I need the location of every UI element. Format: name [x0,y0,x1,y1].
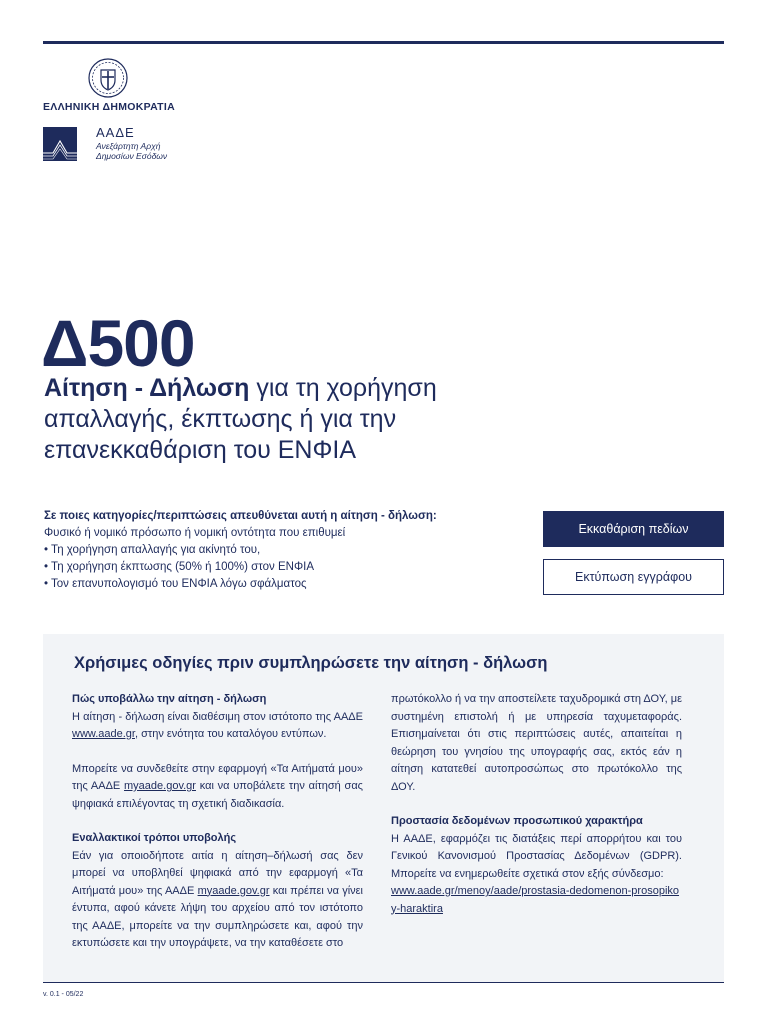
scope-section [44,508,514,593]
scope-item: • Τη χορήγηση απαλλαγής για ακίνητό του, [44,544,261,556]
text-fragment: Η αίτηση - δήλωση είναι διαθέσιμη στον ιστότοπο της ΑΑΔΕ [72,710,363,723]
aade-subtitle-line1: Ανεξάρτητη Αρχή [96,141,161,151]
text-fragment: και να υποβάλετε την αίτησή σας ψηφιακά επιλέγοντας τη σχετική διαδικασία. [72,780,363,810]
greek-coat-of-arms-icon [87,57,129,99]
instructions-panel [43,634,724,982]
data-protection-link[interactable]: www.aade.gr/menoy/aade/prostasia-dedomenon-prosopikoy-haraktira [391,885,680,915]
form-title-bold: Αίτηση - Δήλωση [44,374,250,402]
aade-website-link[interactable]: www.aade.gr [72,728,135,740]
myaade-link[interactable]: myaade.gov.gr [124,780,196,792]
instructions-right-column [391,691,682,918]
aade-name: ΑΑΔΕ [96,125,135,140]
instructions-left-column [72,691,363,953]
how-to-submit-text [72,709,363,744]
how-to-submit-heading: Πώς υποβάλλω την αίτηση - δήλωση [72,693,267,705]
clear-fields-button[interactable]: Εκκαθάριση πεδίων [543,511,724,547]
postal-submit-text: πρωτόκολλο ή να την αποστείλετε ταχυδρομικά στη ΔΟΥ, με συστημένη επιστολή ή με υπηρεσία ταχυμεταφοράς. Επισημαίνεται ότι στις περιπτώσεις αυτές, απαιτείται η θεώρηση του γνησίου της υπογραφής σας, εκτός εάν η αίτηση κατατεθεί αυτοπροσώπως στο πρωτόκολλο της ΔΟΥ. [391,693,682,793]
version-label: v. 0.1 - 05/22 [43,991,84,998]
scope-heading: Σε ποιες κατηγορίες/περιπτώσεις απευθύνεται αυτή η αίτηση - δήλωση: [44,510,437,522]
myaade-link[interactable]: myaade.gov.gr [197,884,270,897]
text-fragment: Εάν για οποιοδήποτε αιτία η αίτηση–δήλωσή σας δεν μπορεί να υποβληθεί ψηφιακά από την εφαρμογή «Τα Αιτήματά μου» της ΑΑΔΕ [72,849,363,897]
aade-subtitle [96,141,167,161]
scope-item: • Τη χορήγηση έκπτωσης (50% ή 100%) στον ΕΝΦΙΑ [44,561,314,573]
data-protection-text: Η ΑΑΔΕ, εφαρμόζει τις διατάξεις περί απορρήτου και του Γενικού Κανονισμού Προστασίας Δεδομένων (GDPR). Μπορείτε να ενημερωθείτε σχετικά στον εξής σύνδεσμο: [391,832,682,880]
form-title [44,373,564,466]
scope-intro: Φυσικό ή νομικό πρόσωπο ή νομική οντότητα που επιθυμεί [44,527,346,539]
form-title-rest: για τη χορήγηση απαλλαγής, έκπτωσης ή για την επανεκκαθάριση του ΕΝΦΙΑ [44,374,437,464]
scope-item: • Τον επανυπολογισμό του ΕΝΦΙΑ λόγω σφάλματος [44,578,307,590]
online-submit-text [72,761,363,814]
top-rule [43,41,724,44]
text-fragment: , στην ενότητα του καταλόγου εντύπων. [134,728,327,740]
text-fragment: Μπορείτε να συνδεθείτε στην εφαρμογή «Τα Αιτήματά μου» της ΑΑΔΕ [72,762,363,792]
data-protection-heading: Προστασία δεδομένων προσωπικού χαρακτήρα [391,815,643,827]
alternative-submit-text [72,848,363,953]
bottom-rule [43,982,724,983]
form-code: Δ500 [41,306,195,380]
instructions-title: Χρήσιμες οδηγίες πριν συμπληρώσετε την αίτηση - δήλωση [74,654,548,672]
republic-label: ΕΛΛΗΝΙΚΗ ΔΗΜΟΚΡΑΤΙΑ [43,101,175,113]
aade-logo-icon [43,127,77,161]
aade-subtitle-line2: Δημοσίων Εσόδων [96,151,168,161]
text-fragment: και πρέπει να γίνει έντυπα, αφού κάνετε λήψη του αρχείου από τον ιστότοπο της ΑΑΔΕ, μπορείτε να την συμπληρώσετε και, αφού την εκτυπώσετε και την υπογράψετε, να την καταθέσετε στο [72,884,363,949]
alternative-submit-heading: Εναλλακτικοί τρόποι υποβολής [72,832,237,844]
print-document-button[interactable]: Εκτύπωση εγγράφου [543,559,724,595]
